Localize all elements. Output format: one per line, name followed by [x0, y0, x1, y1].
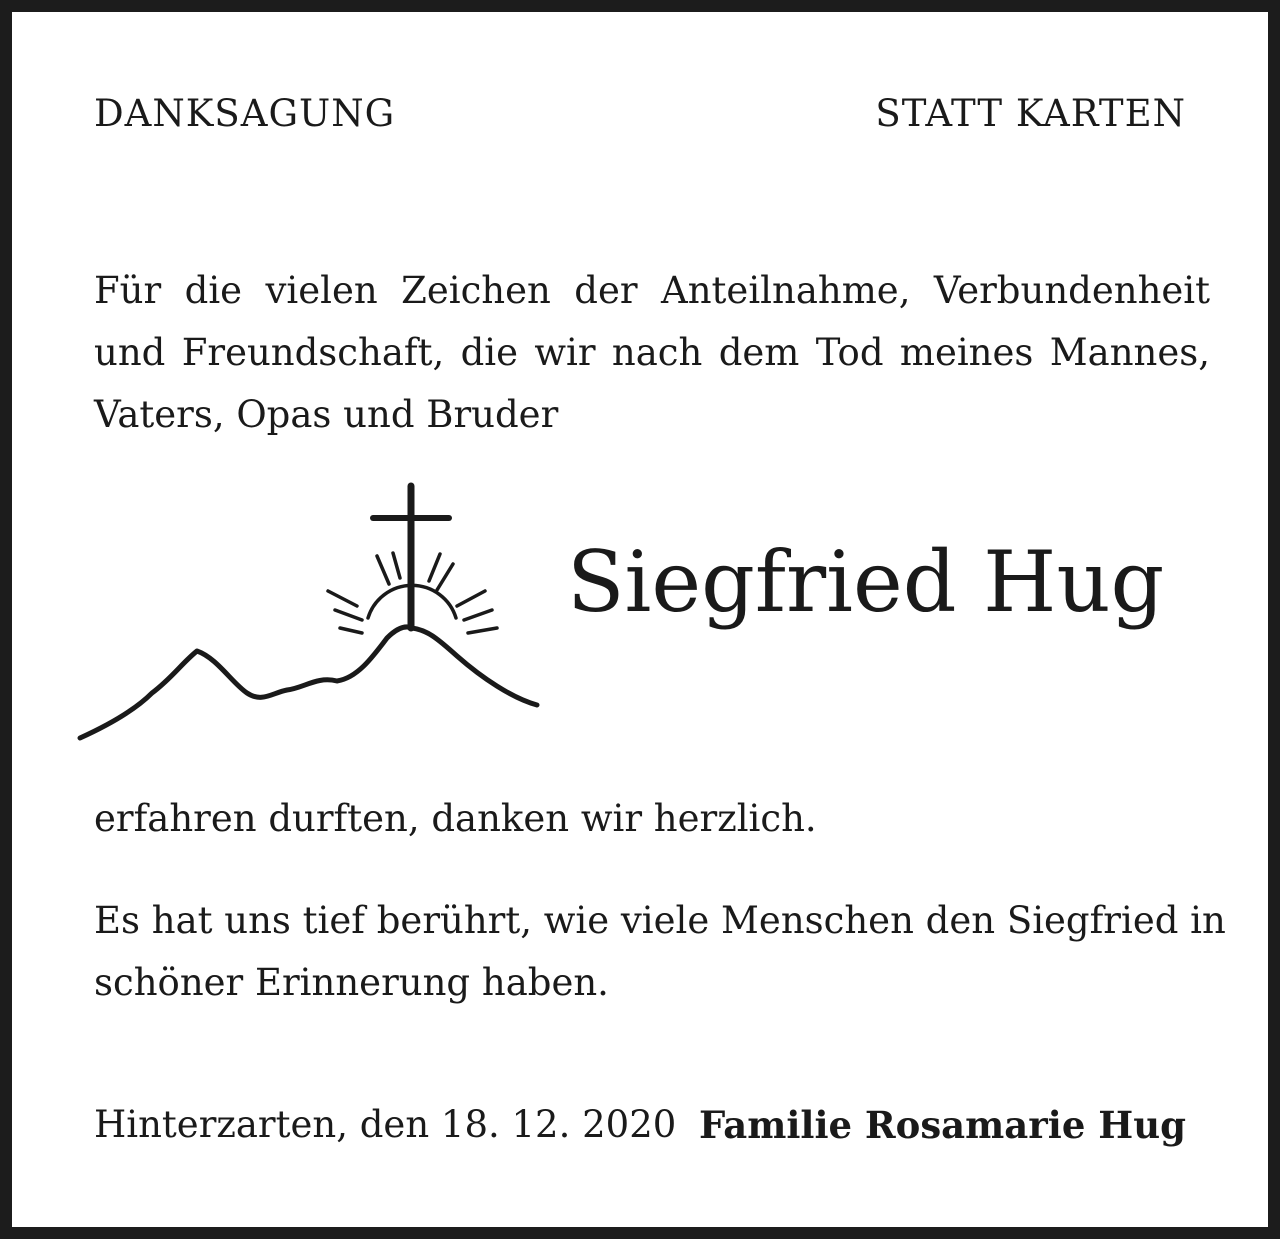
heading-danksagung: DANKSAGUNG	[94, 92, 396, 135]
para2-line-2: schöner Erinnerung haben.	[94, 961, 609, 1004]
intro-line-3: Vaters, Opas und Bruder	[94, 393, 559, 436]
deceased-name: Siegfried Hug	[567, 533, 1165, 631]
para2-line-1: Es hat uns tief berührt, wie viele Menschen den Siegfried in	[94, 899, 1226, 942]
family-signature: Familie Rosamarie Hug	[698, 1103, 1186, 1147]
second-paragraph	[94, 890, 1226, 1014]
heading-statt-karten: STATT KARTEN	[875, 92, 1186, 135]
intro-line-1: Für die vielen Zeichen der Anteilnahme, Verbundenheit	[94, 269, 1210, 312]
cross-on-mountain-with-rising-sun-icon	[72, 478, 547, 748]
place-and-date: Hinterzarten, den 18. 12. 2020	[94, 1103, 677, 1146]
closing-line: erfahren durften, danken wir herzlich.	[94, 797, 817, 840]
intro-paragraph	[94, 260, 1210, 446]
intro-line-2: und Freundschaft, die wir nach dem Tod meines Mannes,	[94, 331, 1210, 374]
